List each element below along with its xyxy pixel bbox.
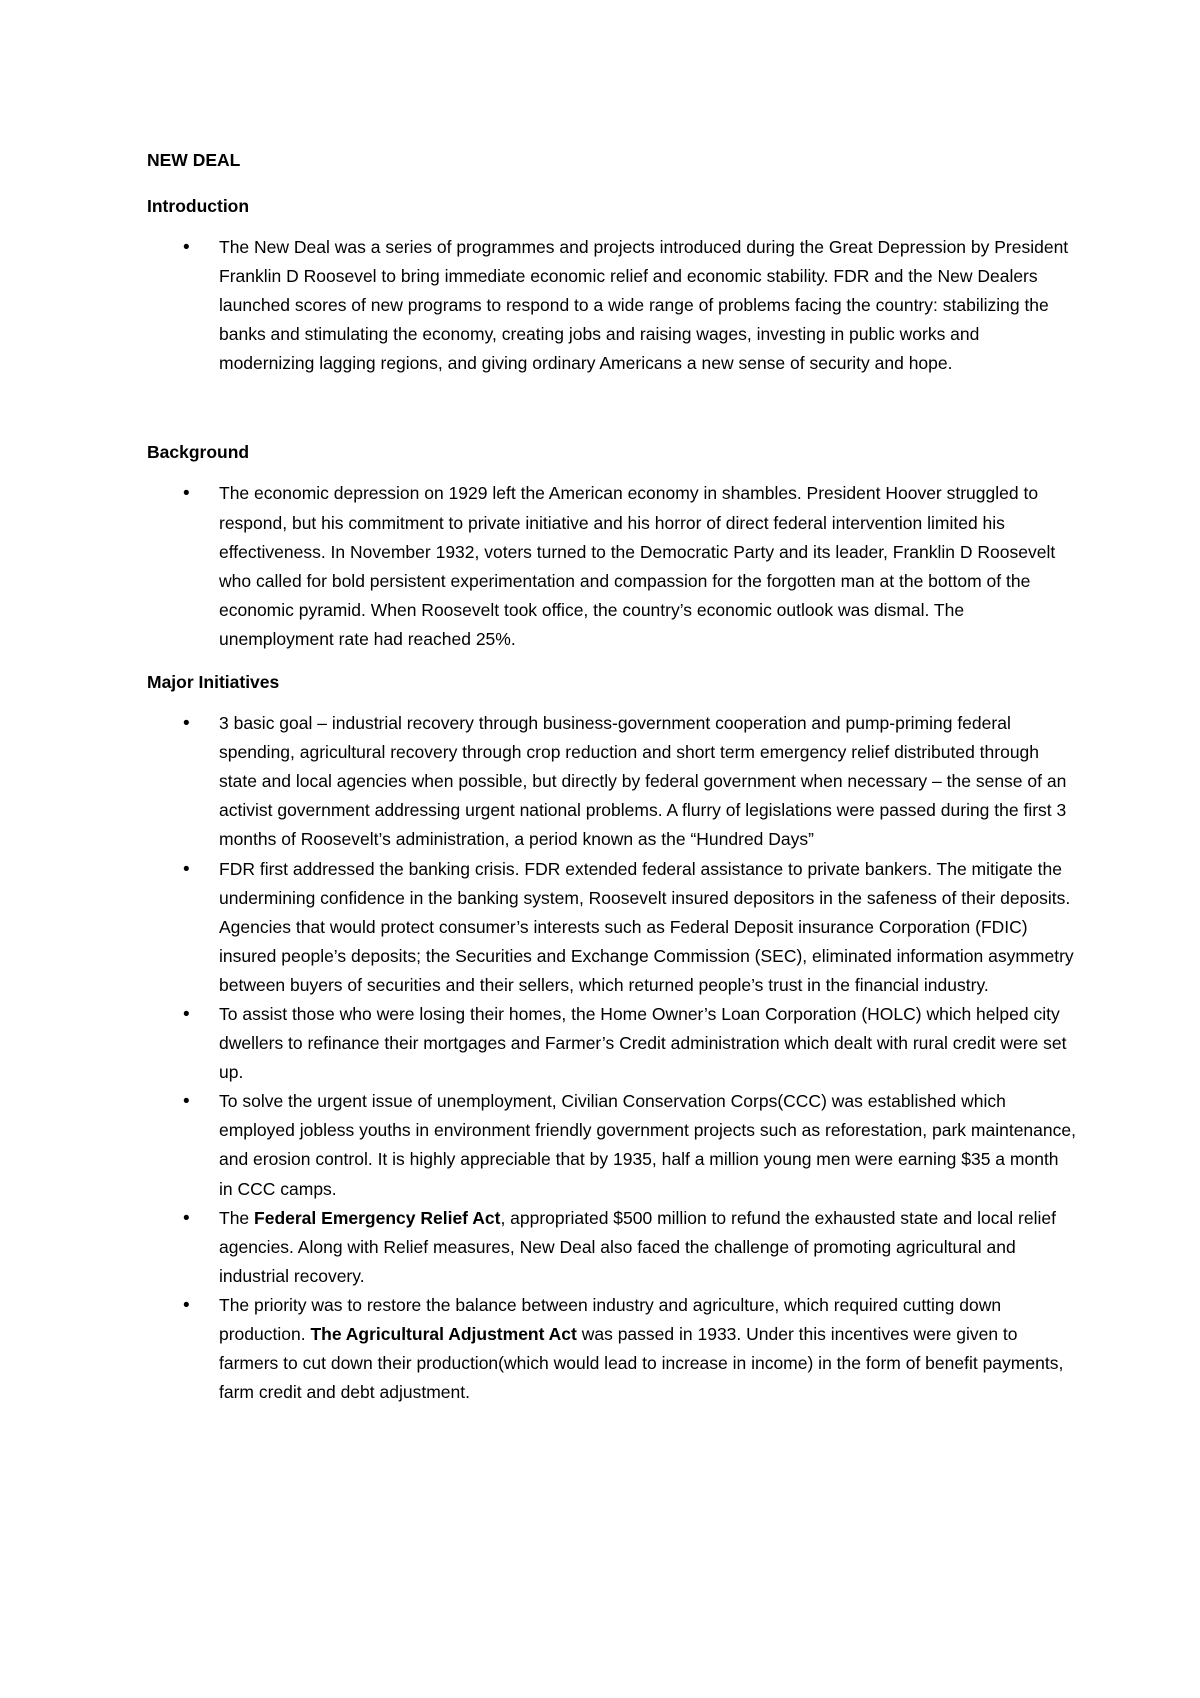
fera-prefix: The	[219, 1207, 255, 1228]
bullet-item-fera	[147, 1204, 1077, 1291]
bullet-item: • To assist those who were losing their homes, the Home Owner’s Loan Corporation (HOLC) which helped city dwellers to refinance their mortgages and Farmer’s Credit administration which dealt with rural credit were set up.	[147, 1000, 1077, 1087]
aaa-prefix: The priority was to restore the balance between industry and agriculture, which required cutting down production.	[219, 1294, 1002, 1344]
document-body	[147, 146, 1077, 1407]
aaa-act-name: The Agricultural Adjustment Act	[310, 1324, 577, 1344]
section-heading: Major Initiatives	[147, 672, 280, 693]
section-heading: Background	[147, 442, 250, 463]
bullet-list	[147, 709, 1077, 1407]
bullet-item: • FDR first addressed the banking crisis. FDR extended federal assistance to private bankers. The mitigate the undermining confidence in the banking system, Roosevelt insured depositors in the safeness of their deposits. Agencies that would protect consumer’s interests such as Federal Deposit insurance Corporation (FDIC) insured people’s deposits; the Securities and Exchange Commission (SEC), eliminated information asymmetry between buyers of securities and their sellers, which returned people’s trust in the financial industry.	[147, 855, 1077, 1000]
bullet-list	[147, 233, 1077, 378]
section-background	[147, 438, 1077, 654]
bullet-item: • The economic depression on 1929 left the American economy in shambles. President Hoover struggled to respond, but his commitment to private initiative and his horror of direct federal intervention limited his effectiveness. In November 1932, voters turned to the Democratic Party and its leader, Franklin D Roosevelt who called for bold persistent experimentation and compassion for the forgotten man at the bottom of the economic pyramid. When Roosevelt took office, the country’s economic outlook was dismal. The unemployment rate had reached 25%.	[147, 479, 1077, 654]
section-heading: Introduction	[147, 196, 250, 216]
fera-act-name: Federal Emergency Relief Act	[254, 1207, 501, 1228]
aaa-rest: was passed in 1933. Under this incentives were given to farmers to cut down their production(which would lead to increase in income) in the form of benefit payments, farm credit and debt adjustment.	[219, 1324, 1064, 1403]
bullet-item: • 3 basic goal – industrial recovery through business-government cooperation and pump-priming federal spending, agricultural recovery through crop reduction and short term emergency relief distributed through state and local agencies when possible, but directly by federal government when necessary – the sense of an activist government addressing urgent national problems. A flurry of legislations were passed during the first 3 months of Roosevelt’s administration, a period known as the “Hundred Days”	[147, 709, 1077, 854]
section-introduction	[147, 192, 1077, 378]
bullet-item-aaa	[147, 1291, 1077, 1407]
document-title: NEW DEAL	[147, 150, 241, 170]
bullet-item: • The New Deal was a series of programmes and projects introduced during the Great Depression by President Franklin D Roosevel to bring immediate economic relief and economic stability. FDR and the New Dealers launched scores of new programs to respond to a wide range of problems facing the country: stabilizing the banks and stimulating the economy, creating jobs and raising wages, investing in public works and modernizing lagging regions, and giving ordinary Americans a new sense of security and hope.	[147, 233, 1077, 378]
bullet-list	[147, 479, 1077, 654]
fera-rest: , appropriated $500 million to refund the exhausted state and local relief agencies. Along with Relief measures, New Deal also faced the challenge of promoting agricultural and industrial recovery.	[219, 1207, 1056, 1286]
bullet-item: • To solve the urgent issue of unemployment, Civilian Conservation Corps(CCC) was established which employed jobless youths in environment friendly government projects such as reforestation, park maintenance, and erosion control. It is highly appreciable that by 1935, half a million young men were earning $35 a month in CCC camps.	[147, 1087, 1077, 1203]
section-major-initiatives	[147, 668, 1077, 1407]
